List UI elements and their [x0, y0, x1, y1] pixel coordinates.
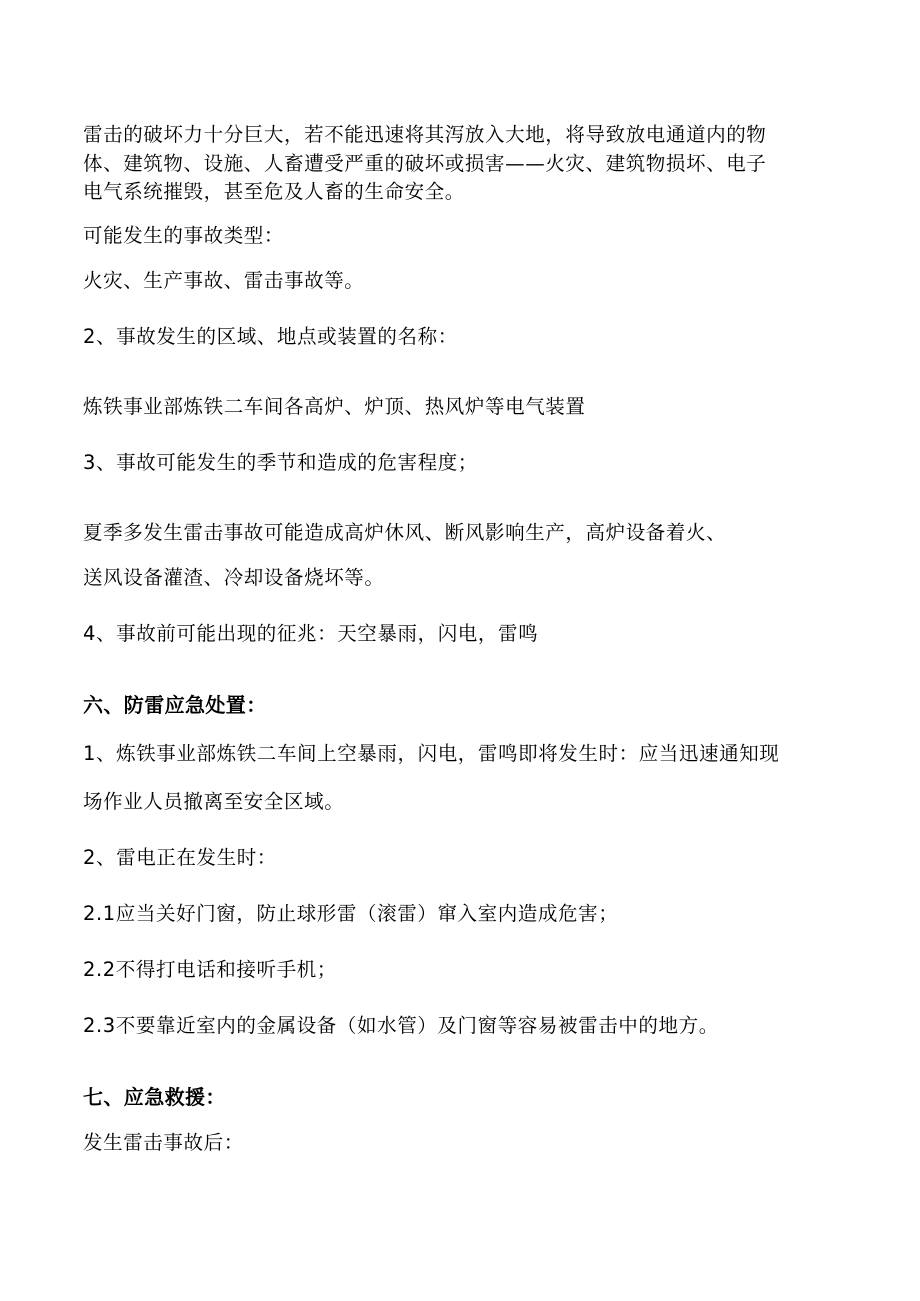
paragraph-line: 电气系统摧毁，甚至危及人畜的生命安全。 — [83, 180, 465, 203]
section-heading: 七、应急救援： — [83, 1085, 226, 1109]
paragraph-line: 发生雷击事故后： — [83, 1131, 244, 1154]
paragraph-line: 2.2不得打电话和接听手机； — [83, 958, 337, 981]
paragraph-line: 4、事故前可能出现的征兆：天空暴雨，闪电，雷鸣 — [83, 622, 539, 645]
paragraph-line: 炼铁事业部炼铁二车间各高炉、炉顶、热风炉等电气装置 — [83, 395, 586, 418]
paragraph-line: 2、雷电正在发生时： — [83, 846, 277, 869]
paragraph-line: 2、事故发生的区域、地点或装置的名称： — [83, 325, 458, 348]
paragraph-line: 场作业人员撤离至安全区域。 — [83, 790, 345, 813]
section-heading: 六、防雷应急处置： — [83, 693, 267, 717]
paragraph-line: 体、建筑物、设施、人畜遭受严重的破坏或损害——火灾、建筑物损坏、电子 — [83, 152, 767, 175]
paragraph-line: 夏季多发生雷击事故可能造成高炉休风、断风影响生产，高炉设备着火、 — [83, 521, 727, 544]
paragraph-line: 2.1应当关好门窗，防止球形雷（滚雷）窜入室内造成危害； — [83, 902, 619, 925]
paragraph-line: 1、炼铁事业部炼铁二车间上空暴雨，闪电，雷鸣即将发生时：应当迅速通知现 — [83, 742, 780, 765]
paragraph-line: 火灾、生产事故、雷击事故等。 — [83, 269, 365, 292]
paragraph-line: 3、事故可能发生的季节和造成的危害程度； — [83, 451, 478, 474]
paragraph-line: 雷击的破坏力十分巨大，若不能迅速将其泻放入大地，将导致放电通道内的物 — [83, 123, 767, 146]
paragraph-line: 可能发生的事故类型： — [83, 224, 285, 247]
paragraph-line: 送风设备灌渣、冷却设备烧坏等。 — [83, 566, 385, 589]
paragraph-line: 2.3不要靠近室内的金属设备（如水管）及门窗等容易被雷击中的地方。 — [83, 1014, 719, 1037]
